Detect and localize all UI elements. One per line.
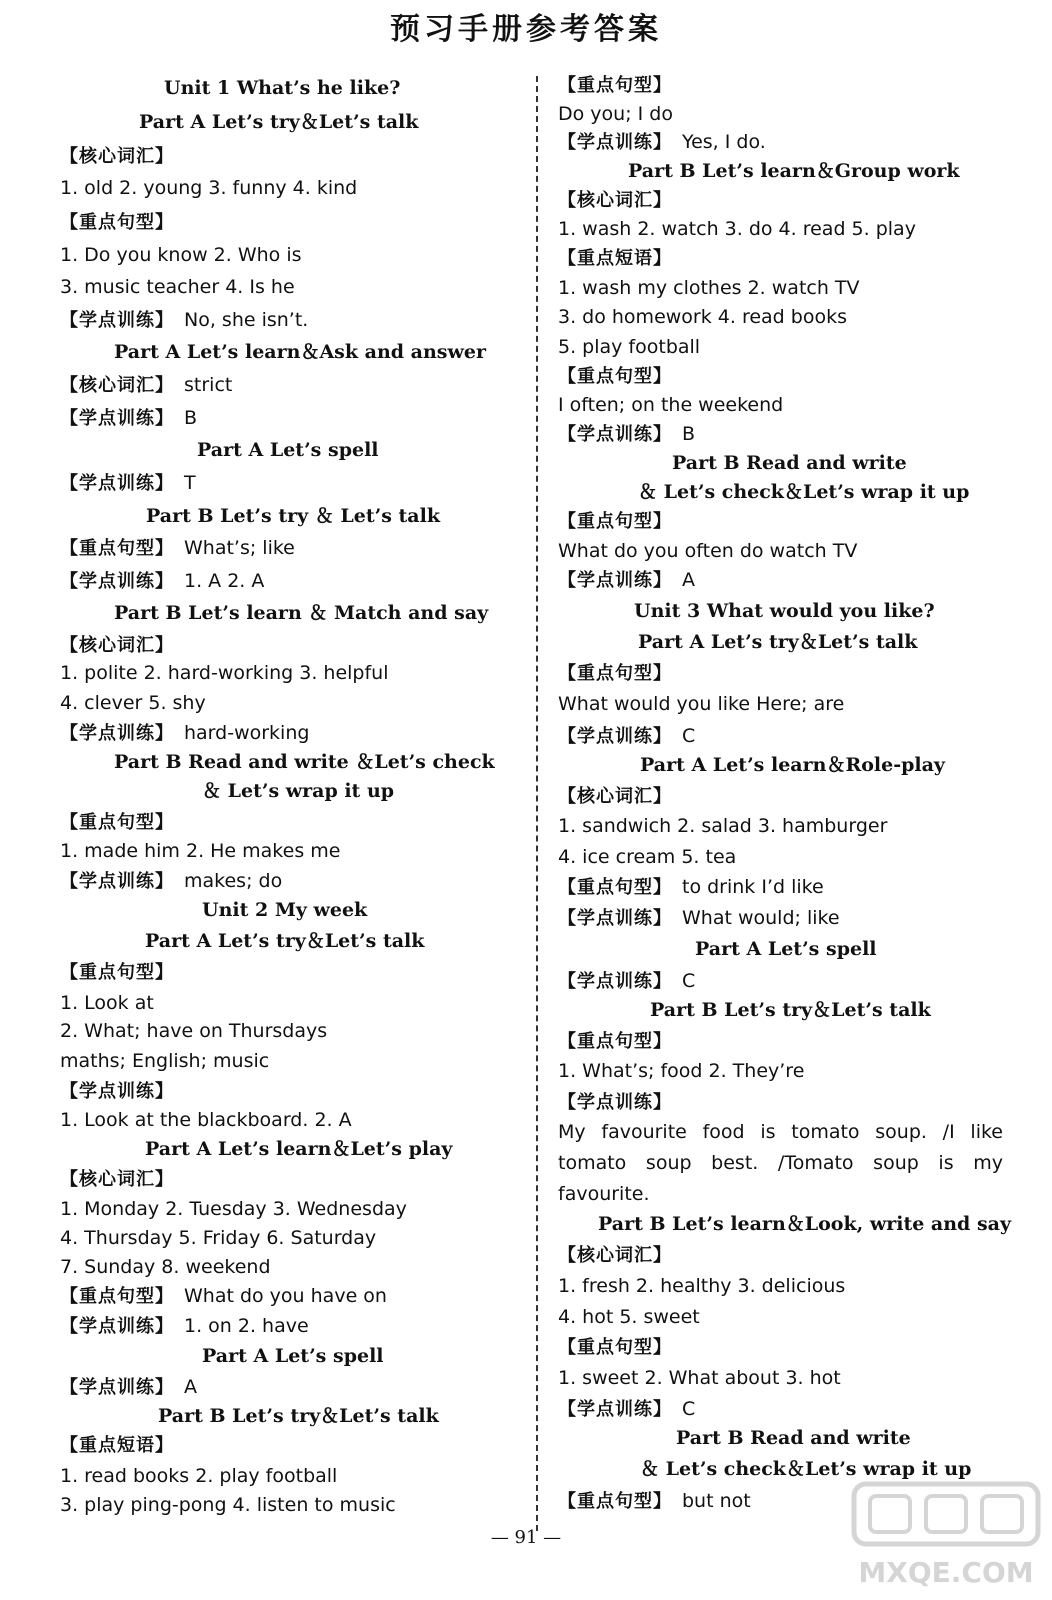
section-tag: 【核心词汇】 xyxy=(60,375,174,396)
answer-text: 1. on 2. have xyxy=(184,1315,309,1337)
section-tag: 【学点训练】 xyxy=(558,570,672,591)
section-tag: 【学点训练】 xyxy=(60,408,174,429)
answer-text: 4. clever 5. shy xyxy=(60,692,206,714)
answer-line xyxy=(60,868,282,895)
answer-text: No, she isn’t. xyxy=(184,309,309,331)
answer-text: 1. sandwich 2. salad 3. hamburger xyxy=(558,815,888,837)
answer-line xyxy=(558,905,840,932)
answer-text: T xyxy=(184,472,196,494)
answer-line xyxy=(558,567,695,594)
section-tag: 【重点句型】 xyxy=(558,1491,672,1512)
answer-text: hard-working xyxy=(184,722,310,744)
section-tag: 【重点句型】 xyxy=(60,812,174,833)
answer-text: to drink I’d like xyxy=(682,876,824,898)
answer-text: 3. music teacher 4. Is he xyxy=(60,276,295,298)
section-tag: 【学点训练】 xyxy=(60,1081,174,1102)
answer-line xyxy=(558,723,695,750)
answer-text: 1. A 2. A xyxy=(184,570,265,592)
answer-text: C xyxy=(682,725,696,747)
section-tag: 【重点短语】 xyxy=(558,248,672,269)
answer-text: tomato soup best. /Tomato soup is my xyxy=(558,1152,1003,1174)
section-tag: 【核心词汇】 xyxy=(558,1245,672,1266)
answer-text: makes; do xyxy=(184,870,283,892)
section-tag: 【重点句型】 xyxy=(558,1337,672,1358)
answer-text: 4. ice cream 5. tea xyxy=(558,846,737,868)
answer-text: 4. hot 5. sweet xyxy=(558,1306,700,1328)
answer-text: A xyxy=(682,569,695,591)
section-heading: Part B Let’s learn ＆ Match and say xyxy=(114,602,489,624)
section-tag: 【重点句型】 xyxy=(558,663,672,684)
answer-line xyxy=(558,1488,751,1515)
answer-text: C xyxy=(682,1398,696,1420)
answer-text: What do you often do watch TV xyxy=(558,540,858,562)
answer-text: What would; like xyxy=(682,907,840,929)
answer-line xyxy=(558,968,695,995)
answer-text: What do you have on xyxy=(184,1285,387,1307)
answer-text: maths; English; music xyxy=(60,1050,270,1072)
section-tag: 【重点句型】 xyxy=(60,962,174,983)
section-tag: 【学点训练】 xyxy=(558,424,672,445)
section-heading: Part A Let’s spell xyxy=(695,938,877,960)
section-tag: 【学点训练】 xyxy=(558,1092,672,1113)
watermark-text: MXQE.COM xyxy=(858,1556,1034,1589)
section-tag: 【学点训练】 xyxy=(558,1399,672,1420)
section-tag: 【核心词汇】 xyxy=(60,1169,174,1190)
answer-line xyxy=(60,1313,309,1340)
answer-text: 1. Look at xyxy=(60,992,154,1014)
answer-line xyxy=(60,1374,197,1401)
answer-text: My favourite food is tomato soup. /I like xyxy=(558,1121,1003,1143)
section-heading: ＆ Let’s wrap it up xyxy=(202,780,395,802)
section-heading: Part A Let’s try＆Let’s talk xyxy=(145,930,425,952)
section-tag: 【学点训练】 xyxy=(558,971,672,992)
answer-text: 1. made him 2. He makes me xyxy=(60,840,341,862)
answer-text: 1. old 2. young 3. funny 4. kind xyxy=(60,177,358,199)
answer-text: B xyxy=(184,407,198,429)
section-tag: 【学点训练】 xyxy=(60,1377,174,1398)
section-tag: 【重点句型】 xyxy=(558,366,672,387)
answer-line xyxy=(60,307,308,334)
page-number: — 91 — xyxy=(490,1527,562,1548)
answer-text: C xyxy=(682,970,696,992)
answer-line xyxy=(60,535,295,562)
section-tag: 【重点句型】 xyxy=(558,511,672,532)
section-heading: Part B Let’s try＆Let’s talk xyxy=(158,1405,439,1427)
answer-text: 3. play ping-pong 4. listen to music xyxy=(60,1494,396,1516)
answer-line xyxy=(60,470,196,497)
answer-text: 2. What; have on Thursdays xyxy=(60,1020,328,1042)
section-tag: 【学点训练】 xyxy=(60,723,174,744)
section-tag: 【重点句型】 xyxy=(60,538,174,559)
section-heading: Part B Let’s try ＆ Let’s talk xyxy=(146,505,440,527)
answer-line xyxy=(558,421,695,448)
section-tag: 【学点训练】 xyxy=(558,726,672,747)
section-heading: Part A Let’s learn＆Ask and answer xyxy=(114,341,486,363)
answer-text: 1. wash 2. watch 3. do 4. read 5. play xyxy=(558,218,916,240)
answer-text: favourite. xyxy=(558,1183,650,1205)
answer-text: 1. Monday 2. Tuesday 3. Wednesday xyxy=(60,1198,407,1220)
answer-text: B xyxy=(682,423,696,445)
answer-text: 5. play football xyxy=(558,336,701,358)
answer-text: 3. do homework 4. read books xyxy=(558,306,847,328)
section-heading: Part B Read and write xyxy=(672,452,907,474)
section-tag: 【重点句型】 xyxy=(60,1286,174,1307)
answer-line xyxy=(60,372,232,399)
answer-text: A xyxy=(184,1376,197,1398)
answer-text: What would you like Here; are xyxy=(558,693,845,715)
section-heading: Part A Let’s spell xyxy=(202,1345,384,1367)
section-heading: Part B Read and write xyxy=(676,1427,911,1449)
answer-text: 1. fresh 2. healthy 3. delicious xyxy=(558,1275,846,1297)
watermark-logo xyxy=(848,1478,1044,1594)
page-title: 预习手册参考答案 xyxy=(390,12,662,47)
section-tag: 【学点训练】 xyxy=(60,871,174,892)
section-tag: 【重点句型】 xyxy=(60,212,174,233)
section-heading: Part B Let’s learn＆Look, write and say xyxy=(598,1213,1011,1235)
section-tag: 【学点训练】 xyxy=(60,1316,174,1337)
section-heading: Unit 3 What would you like? xyxy=(634,600,935,622)
answer-line xyxy=(60,405,197,432)
answer-text: 1. polite 2. hard-working 3. helpful xyxy=(60,662,389,684)
section-heading: Part B Let’s learn＆Group work xyxy=(628,160,960,182)
answer-text: 1. sweet 2. What about 3. hot xyxy=(558,1367,841,1389)
section-heading: ＆ Let’s check＆Let’s wrap it up xyxy=(638,481,970,503)
answer-text: strict xyxy=(184,374,233,396)
answer-text: 1. Do you know 2. Who is xyxy=(60,244,302,266)
section-tag: 【核心词汇】 xyxy=(60,146,174,167)
answer-text: but not xyxy=(682,1490,751,1512)
answer-line xyxy=(60,1283,387,1310)
section-tag: 【重点句型】 xyxy=(558,877,672,898)
answer-text: I often; on the weekend xyxy=(558,394,784,416)
answer-line xyxy=(558,874,824,901)
answer-line xyxy=(558,1396,695,1423)
section-heading: Unit 2 My week xyxy=(202,899,368,921)
answer-text: Yes, I do. xyxy=(682,131,766,153)
section-heading: Part B Let’s try＆Let’s talk xyxy=(650,999,931,1021)
section-tag: 【重点句型】 xyxy=(558,1031,672,1052)
section-tag: 【学点训练】 xyxy=(60,473,174,494)
section-heading: Part A Let’s learn＆Role-play xyxy=(640,754,945,776)
answer-line xyxy=(60,568,264,595)
answer-text: 7. Sunday 8. weekend xyxy=(60,1256,271,1278)
answer-text: What’s; like xyxy=(184,537,295,559)
section-tag: 【学点训练】 xyxy=(60,571,174,592)
section-tag: 【重点短语】 xyxy=(60,1435,174,1456)
column-divider xyxy=(536,76,538,1531)
section-heading: Part A Let’s spell xyxy=(197,439,379,461)
section-tag: 【重点句型】 xyxy=(558,75,672,96)
section-tag: 【核心词汇】 xyxy=(558,786,672,807)
answer-text: Do you; I do xyxy=(558,103,673,125)
section-heading: Part B Read and write ＆Let’s check xyxy=(114,751,495,773)
section-heading: Part A Let’s try＆Let’s talk xyxy=(638,631,918,653)
section-tag: 【学点训练】 xyxy=(60,310,174,331)
section-heading: Part A Let’s learn＆Let’s play xyxy=(145,1138,453,1160)
answer-text: 1. Look at the blackboard. 2. A xyxy=(60,1109,352,1131)
answer-text: 1. What’s; food 2. They’re xyxy=(558,1060,805,1082)
section-tag: 【学点训练】 xyxy=(558,132,672,153)
section-heading: Unit 1 What’s he like? xyxy=(164,77,401,99)
section-heading: Part A Let’s try＆Let’s talk xyxy=(139,111,419,133)
section-tag: 【核心词汇】 xyxy=(60,635,174,656)
answer-text: 1. wash my clothes 2. watch TV xyxy=(558,277,860,299)
answer-text: 1. read books 2. play football xyxy=(60,1465,338,1487)
answer-text: 4. Thursday 5. Friday 6. Saturday xyxy=(60,1227,377,1249)
answer-line xyxy=(60,720,309,747)
answer-line xyxy=(558,129,766,156)
section-heading: ＆ Let’s check＆Let’s wrap it up xyxy=(640,1458,972,1480)
section-tag: 【学点训练】 xyxy=(558,908,672,929)
section-tag: 【核心词汇】 xyxy=(558,190,672,211)
